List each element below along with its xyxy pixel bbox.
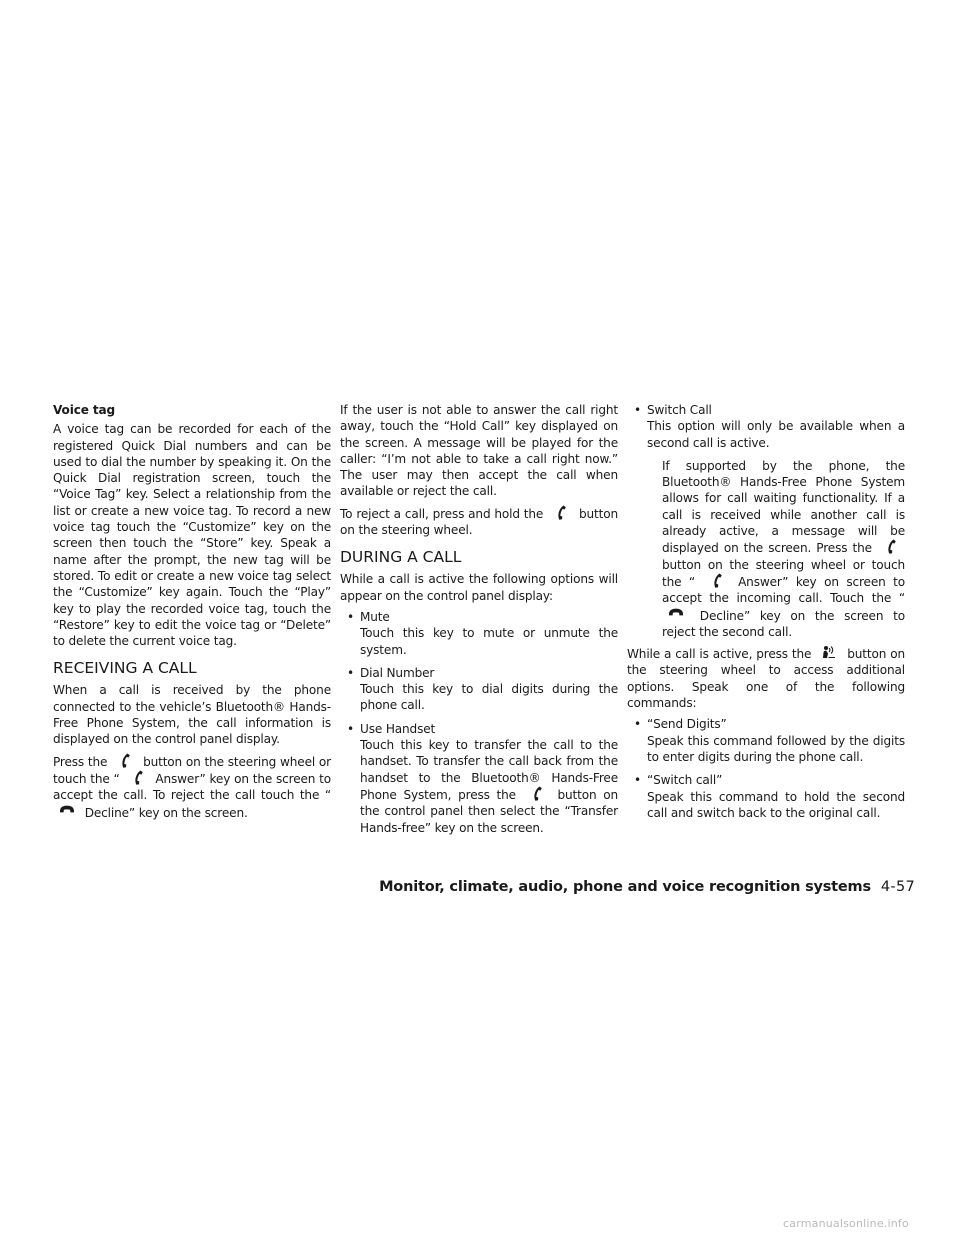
reject-text-1: To reject a call, press and hold the — [340, 506, 544, 521]
voice-tag-paragraph: A voice tag can be recorded for each of the registered Quick Dial numbers and can be used to dial the number by speaking it. On the Quick Dial registration screen, touch the “Voice Tag” key. Select a relationship from the list or create a new voice tag. To record a new voice tag touch the “Customize” key on the screen then touch the “Store” key. Speak a name after the prompt, the new tag will be stored. To edit or create a new voice tag select the “Customize” key again. Touch the “Play” key to play the recorded voice tag, touch the “Restore” key to edit the voice tag or “Delete” to delete the current voice tag. — [53, 422, 331, 649]
phone-answer-icon — [127, 770, 149, 786]
voice-talk-icon — [818, 645, 840, 661]
option-description: Touch this key to mute or unmute the system. — [360, 626, 618, 657]
bullet-dot: • — [634, 773, 641, 788]
phone-decline-icon — [56, 804, 78, 820]
press-text-3: Answer” key on the screen to accept the call. To reject the call touch the “ — [53, 771, 331, 803]
reject-text-2: button on the steering wheel. — [340, 506, 618, 538]
waiting-text-1: If supported by the phone, the Bluetooth® Hands-Free Phone System allows for call waiting functionality. If a call is received while another call is already active, a message will be displayed on the screen. Press the — [662, 458, 905, 556]
phone-answer-icon — [706, 573, 728, 589]
list-item — [340, 609, 618, 658]
call-waiting-paragraph — [627, 458, 905, 640]
press-answer-paragraph — [53, 753, 331, 821]
footer-section-title: Monitor, climate, audio, phone and voice recognition systems — [379, 879, 871, 895]
phone-answer-icon — [550, 505, 572, 521]
option-description — [360, 737, 618, 836]
receiving-call-paragraph: When a call is received by the phone connected to the vehicle’s Bluetooth® Hands-Free Phone System, the call information is displayed on the control panel display. — [53, 683, 331, 747]
column-left — [53, 402, 331, 821]
during-call-heading: DURING A CALL — [340, 548, 462, 567]
phone-answer-icon — [114, 753, 136, 769]
column-middle — [340, 402, 618, 843]
hold-call-paragraph: If the user is not able to answer the call right away, touch the “Hold Call” key displayed on the screen. A message will be played for the caller: “I’m not able to take a call right now.” The user may then accept the call when available or reject the call. — [340, 403, 618, 499]
active-text-1: While a call is active, press the — [627, 647, 812, 662]
waiting-text-4: Decline” key on the screen to reject the second call. — [662, 608, 905, 639]
page-footer — [379, 877, 915, 897]
active-text-2: button on the steering wheel to access additional options. Speak one of the following commands: — [627, 647, 905, 711]
voice-tag-heading: Voice tag — [53, 403, 115, 417]
during-call-paragraph: While a call is active the following options will appear on the control panel display: — [340, 572, 618, 603]
list-item — [627, 716, 905, 765]
option-title: Use Handset — [360, 721, 436, 736]
command-description: Speak this command to hold the second call and switch back to the original call. — [647, 789, 905, 820]
list-item — [627, 772, 905, 821]
command-description: Speak this command followed by the digits to enter digits during the phone call. — [647, 733, 905, 764]
handset-text-2: button on the control panel then select the “Transfer Hands-free” key on the screen. — [360, 787, 618, 835]
bullet-dot: • — [634, 717, 641, 732]
option-description: Touch this key to dial digits during the phone call. — [360, 682, 618, 713]
option-title: Mute — [360, 609, 390, 624]
bullet-dot: • — [347, 721, 354, 736]
phone-answer-icon — [880, 539, 902, 555]
list-item — [340, 665, 618, 714]
bullet-dot: • — [347, 609, 354, 624]
option-title: Dial Number — [360, 665, 435, 680]
option-title: Switch Call — [647, 403, 712, 417]
press-text-2: button on the steering wheel or touch the “ — [53, 754, 332, 786]
phone-answer-icon — [526, 786, 548, 802]
waiting-text-3: Answer” key on screen to accept the incoming call. Touch the “ — [662, 574, 905, 606]
bullet-dot: • — [634, 403, 641, 417]
reject-call-paragraph — [340, 505, 618, 539]
column-right — [627, 402, 905, 828]
receiving-call-heading: RECEIVING A CALL — [53, 659, 197, 678]
press-text-1: Press the — [53, 754, 108, 769]
handset-text-1: Touch this key to transfer the call to the handset. To transfer the call back from the handset to the Bluetooth® Hands-Free Phone System, press the — [360, 738, 618, 802]
list-item — [340, 721, 618, 836]
command-title: “Switch call” — [647, 773, 723, 788]
command-title: “Send Digits” — [647, 717, 727, 732]
waiting-text-2: button on the steering wheel or touch the “ — [662, 557, 905, 589]
list-item — [627, 402, 905, 451]
press-text-4: Decline” key on the screen. — [84, 805, 248, 820]
option-description: This option will only be available when a second call is active. — [647, 419, 905, 450]
page-number: 4-57 — [880, 879, 915, 895]
watermark: carmanualsonline.info — [783, 1217, 909, 1230]
active-call-paragraph — [627, 645, 905, 711]
phone-decline-icon — [665, 607, 687, 623]
bullet-dot: • — [347, 665, 354, 680]
